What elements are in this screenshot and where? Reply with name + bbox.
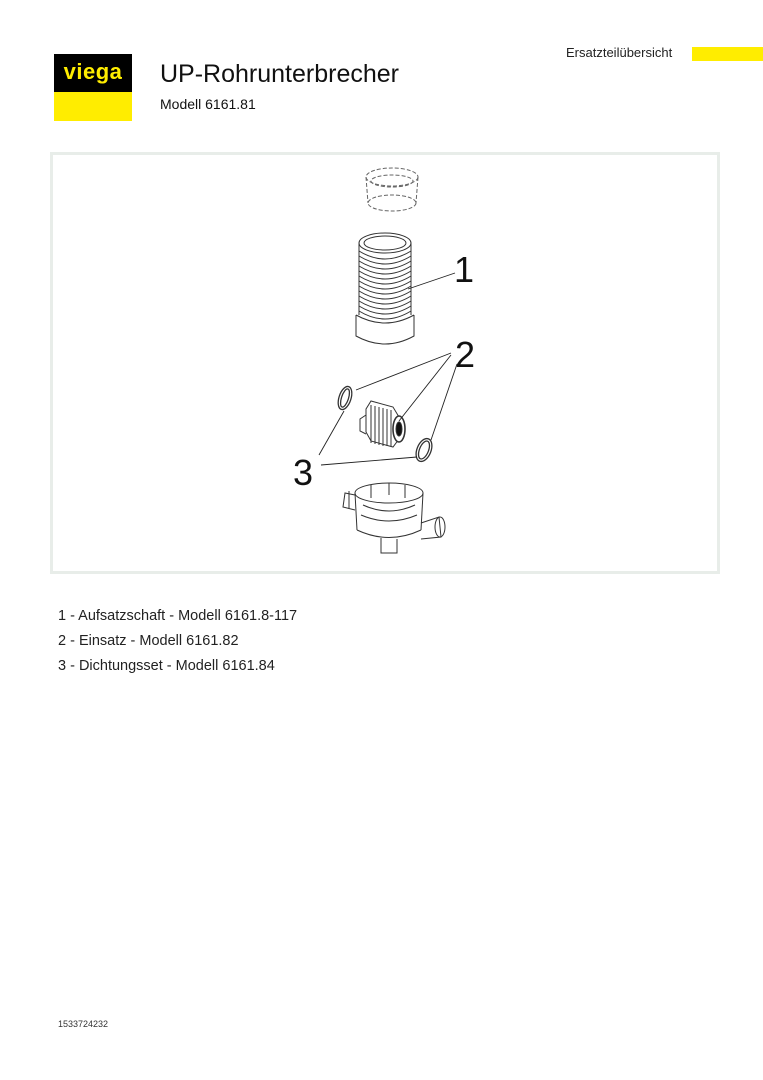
parts-list [58, 604, 297, 679]
callout-3: 3 [293, 452, 314, 493]
model-subtitle: Modell 6161.81 [160, 96, 256, 112]
extension-shaft [356, 233, 414, 344]
page-title: UP-Rohrunterbrecher [160, 60, 399, 88]
valve-housing [343, 483, 445, 553]
callout-2: 2 [455, 334, 476, 375]
parts-list-item: 1 - Aufsatzschaft - Modell 6161.8-117 [58, 608, 298, 624]
seal-ring-lower [413, 436, 435, 463]
parts-list-item: 3 - Dichtungsset - Modell 6161.84 [58, 658, 275, 674]
exploded-view-drawing [53, 155, 717, 571]
seal-ring-upper [336, 385, 355, 412]
viega-logo [54, 54, 132, 121]
document-number: 1533724232 [58, 1019, 109, 1029]
document-type-label: Ersatzteilübersicht [566, 45, 673, 60]
parts-list-item: 2 - Einsatz - Modell 6161.82 [58, 633, 239, 649]
exploded-view-frame [50, 152, 720, 574]
logo-yellow-band [54, 92, 132, 121]
document-type-marker [692, 47, 763, 61]
logo-wordmark: viega [54, 54, 132, 92]
ghost-ring [366, 168, 418, 211]
callout-1: 1 [454, 249, 475, 290]
insert-cartridge [360, 401, 405, 447]
